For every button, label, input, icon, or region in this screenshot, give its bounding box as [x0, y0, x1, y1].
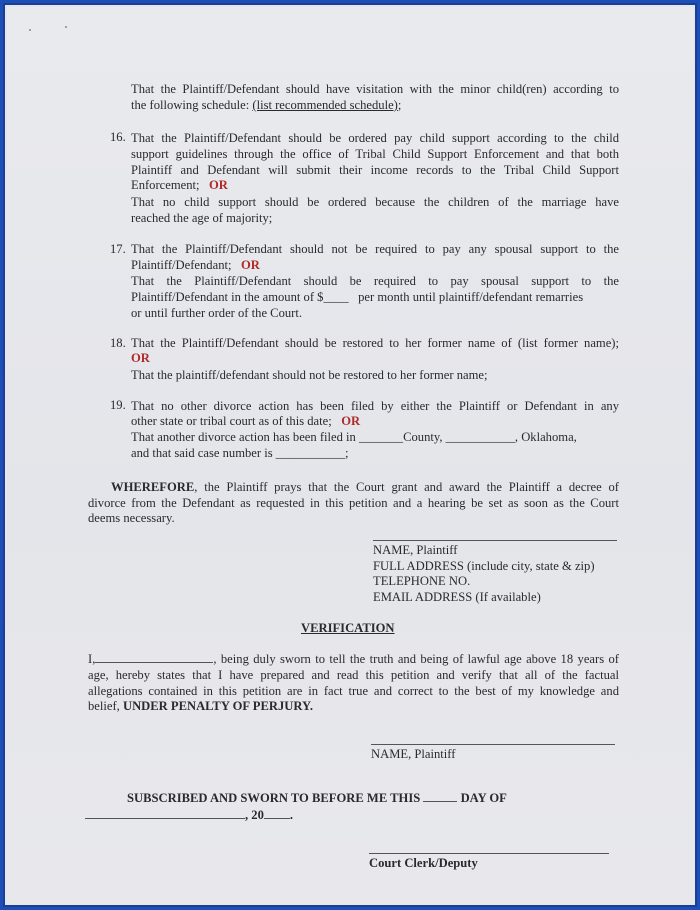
p17-line-4: Plaintiff/Defendant in the amount of $____ per month until plaintiff/defendant remarries: [131, 290, 584, 304]
wherefore-line-2: divorce from the Defendant as requested in this petition and a hearing be set as soon as the Court: [88, 496, 619, 510]
p17-number: 17.: [110, 242, 126, 256]
verification-line-3: allegations contained in this petition are in fact true and correct to the best of my knowledge and: [88, 684, 619, 698]
p19-line-2: other state or tribal court as of this date; OR: [131, 414, 361, 428]
p17-line-3: That the Plaintiff/Defendant should be required to pay spousal support to the: [131, 274, 619, 288]
sworn-line-1: SUBSCRIBED AND SWORN TO BEFORE ME THIS DAY OF: [127, 791, 507, 805]
court-clerk-label: Court Clerk/Deputy: [369, 856, 478, 870]
penalty-of-perjury-text: UNDER PENALTY OF PERJURY.: [122, 699, 314, 713]
plaintiff-phone-label: TELEPHONE NO.: [373, 574, 471, 588]
document-frame: [3, 3, 697, 907]
or-label: OR: [209, 178, 228, 192]
p16-line-3: Plaintiff and Defendant will submit their income records to the Tribal Child Support: [131, 163, 619, 177]
verification-line-1: I, , being duly sworn to tell the truth and being of lawful age above 18 years of: [88, 652, 619, 666]
or-label: OR: [131, 351, 150, 365]
sworn-line-2: , 20 .: [85, 808, 293, 823]
wherefore-line-1: WHEREFORE, the Plaintiff prays that the Court grant and award the Plaintiff a decree of: [111, 480, 619, 494]
p16-line-4: Enforcement; OR: [131, 178, 228, 192]
day-blank: [423, 791, 457, 802]
year-blank: [264, 808, 290, 819]
p16-number: 16.: [110, 130, 126, 144]
p16-line-6: reached the age of majority;: [131, 211, 273, 225]
or-label: OR: [341, 414, 361, 428]
p17-line-2: Plaintiff/Defendant; OR: [131, 258, 260, 272]
month-blank: [85, 808, 245, 819]
p16-line-5: That no child support should be ordered because the children of the marriage have: [131, 195, 619, 209]
verification-heading: VERIFICATION: [301, 621, 395, 635]
verification-signature-line: [371, 744, 615, 745]
recommended-schedule-text: (list recommended schedule): [252, 98, 398, 112]
affiant-name-blank: [95, 652, 213, 663]
p16-line-1: That the Plaintiff/Defendant should be ordered pay child support according to the child: [131, 131, 619, 145]
clerk-signature-line: [369, 853, 609, 854]
p15-line-2: the following schedule: (list recommended schedule);: [131, 98, 402, 112]
verification-name-label: NAME, Plaintiff: [371, 747, 456, 761]
verification-line-4: belief, UNDER PENALTY OF PERJURY.: [88, 699, 314, 713]
verification-line-2: age, hereby states that I have prepared and read this petition and verify that all of the factual: [88, 668, 619, 682]
p19-line-4: and that said case number is ___________;: [131, 446, 349, 460]
scan-speck: [29, 29, 31, 31]
p17-line-1: That the Plaintiff/Defendant should not be required to pay any spousal support to the: [131, 242, 619, 256]
plaintiff-address-label: FULL ADDRESS (include city, state & zip): [373, 559, 595, 573]
p18-line-1: That the Plaintiff/Defendant should be restored to her former name of (list former name);: [131, 336, 619, 350]
wherefore-line-3: deems necessary.: [88, 511, 175, 525]
or-label: OR: [240, 258, 260, 272]
p17-line-5: or until further order of the Court.: [131, 306, 303, 320]
p19-line-3: That another divorce action has been filed in _______County, ___________, Oklahoma,: [131, 430, 577, 444]
document-page: [7, 7, 693, 903]
p16-line-2: support guidelines through the office of Tribal Child Support Enforcement and that both: [131, 147, 619, 161]
p15-line-1: That the Plaintiff/Defendant should have visitation with the minor child(ren) according to: [131, 82, 619, 96]
p19-line-1: That no other divorce action has been filed by either the Plaintiff or Defendant in any: [131, 399, 619, 413]
plaintiff-email-label: EMAIL ADDRESS (If available): [373, 590, 541, 604]
plaintiff-signature-line: [373, 540, 617, 541]
p18-line-2: That the plaintiff/defendant should not be restored to her former name;: [131, 368, 488, 382]
p18-number: 18.: [110, 336, 126, 350]
scan-speck: [65, 26, 67, 28]
plaintiff-name-label: NAME, Plaintiff: [373, 543, 458, 557]
p19-number: 19.: [110, 398, 126, 412]
